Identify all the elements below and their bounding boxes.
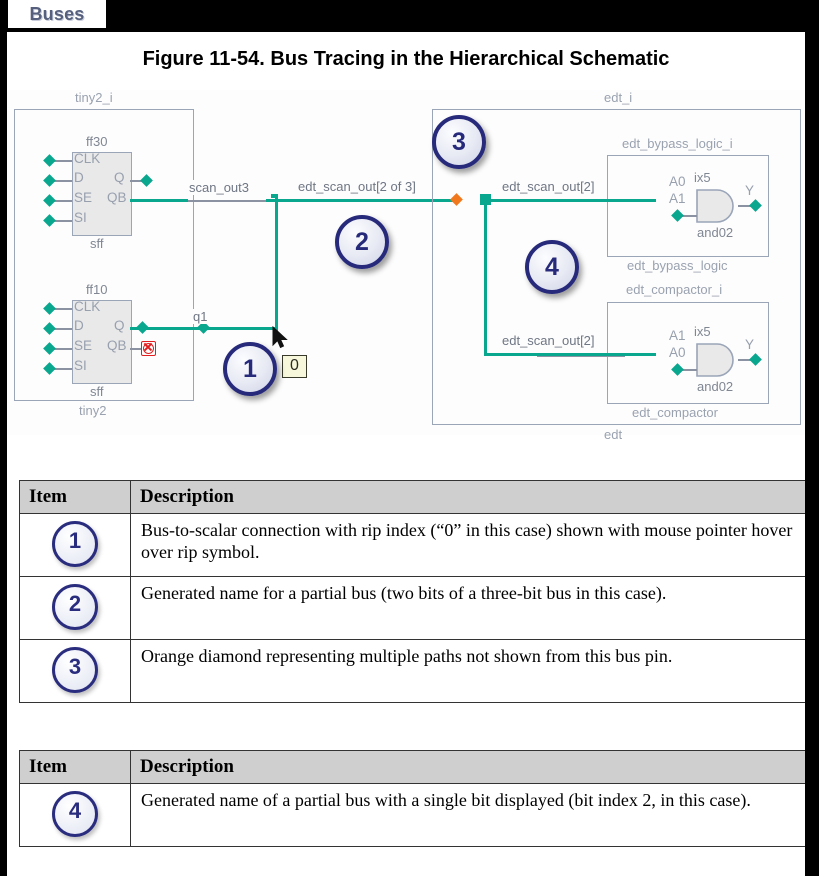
table1-row2-description: Generated name for a partial bus (two bits of a three-bit bus in this case). <box>131 577 806 640</box>
badge-1: 1 <box>52 521 98 567</box>
table-row <box>20 640 806 703</box>
pin-ff30-se: SE <box>74 190 93 205</box>
net-label-edt-scan-out-2-bottom: edt_scan_out[2] <box>502 333 595 348</box>
figure-title: Figure 11-54. Bus Tracing in the Hierarchical Schematic <box>142 48 670 70</box>
and-gate-bypass-icon[interactable] <box>695 188 739 224</box>
callout-2[interactable]: 2 <box>335 215 389 269</box>
pin-bypass-a1: A1 <box>669 191 686 206</box>
block-label-tiny2: tiny2 <box>79 403 107 418</box>
net-label-scan-out3: scan_out3 <box>189 180 249 195</box>
net-label-edt-scan-out-2-top: edt_scan_out[2] <box>502 179 595 194</box>
cell-label-ff10: ff10 <box>86 282 108 297</box>
table1-header-item: Item <box>20 481 131 514</box>
net-label-edt-scan-out-2of3: edt_scan_out[2 of 3] <box>298 179 416 194</box>
table-row <box>20 577 806 640</box>
top-tab-bar <box>0 0 819 32</box>
wire-ff10-qb <box>130 348 141 350</box>
pin-compactor-a1: A1 <box>669 328 686 343</box>
pin-ff10-q: Q <box>114 318 125 333</box>
table2-header-row <box>20 751 806 784</box>
document-page <box>7 32 805 876</box>
table1-row1-description: Bus-to-scalar connection with rip index (“0” in this case) shown with mouse pointer hover over rip symbol. <box>131 514 806 577</box>
table2-row1-item <box>20 784 131 847</box>
table1-header-row <box>20 481 806 514</box>
wire-scan-out3-seg1[interactable] <box>130 199 188 202</box>
wire-edt-branch-vertical[interactable] <box>484 200 487 355</box>
block-label-tiny2-i: tiny2_i <box>75 90 113 105</box>
pin-ff10-d: D <box>74 318 84 333</box>
pin-ff10-se: SE <box>74 338 93 353</box>
pin-ff30-clk: CLK <box>74 151 101 166</box>
tab-buses[interactable] <box>8 0 106 28</box>
pin-ff30-d: D <box>74 170 84 185</box>
item-description-table-2 <box>19 750 805 847</box>
wire-edt-scan-out-2-top[interactable] <box>484 199 656 202</box>
cell-type-ff10: sff <box>90 384 104 399</box>
pin-ff30-si: SI <box>74 210 87 225</box>
pin-ff10-clk: CLK <box>74 299 101 314</box>
wire-bus-trunk-vertical[interactable] <box>275 194 278 331</box>
cell-type-compactor-and02: and02 <box>697 379 734 394</box>
cell-type-bypass-and02: and02 <box>697 225 734 240</box>
callout-4[interactable]: 4 <box>525 240 579 294</box>
table1-row3-item <box>20 640 131 703</box>
cell-label-bypass-ix5: ix5 <box>694 170 711 185</box>
junction-bus-trunk-top <box>271 194 275 198</box>
pin-ff10-si: SI <box>74 358 87 373</box>
net-label-q1: q1 <box>193 309 208 324</box>
no-connect-icon <box>141 341 156 356</box>
wire-edt-scan-out-2-bottom[interactable] <box>484 353 656 356</box>
callout-3[interactable]: 3 <box>432 115 486 169</box>
table-row <box>20 784 806 847</box>
badge-3: 3 <box>52 647 98 693</box>
item-description-table-1 <box>19 480 805 703</box>
cell-label-ff30: ff30 <box>86 134 108 149</box>
pin-ff30-qb: QB <box>107 190 127 205</box>
block-label-edt-i: edt_i <box>604 90 633 105</box>
wire-edt-scan-out-2of3[interactable] <box>266 199 456 202</box>
cell-label-compactor-ix5: ix5 <box>694 324 711 339</box>
pin-compactor-a0: A0 <box>669 345 686 360</box>
schematic-canvas[interactable] <box>7 90 805 442</box>
block-label-edt: edt <box>604 427 623 442</box>
pin-ff30-q: Q <box>114 170 125 185</box>
badge-2: 2 <box>52 584 98 630</box>
mouse-pointer-icon <box>272 326 292 352</box>
table2-header-description: Description <box>131 751 806 784</box>
callout-1[interactable]: 1 <box>223 342 277 396</box>
block-label-edt-bypass-logic: edt_bypass_logic <box>627 258 728 273</box>
table2-row1-description: Generated name of a partial bus with a single bit displayed (bit index 2, in this case). <box>131 784 806 847</box>
cell-type-ff30: sff <box>90 236 104 251</box>
table-row <box>20 514 806 577</box>
pin-bypass-y: Y <box>745 183 755 198</box>
table2-header-item: Item <box>20 751 131 784</box>
block-label-edt-compactor-i: edt_compactor_i <box>626 282 723 297</box>
pin-ff10-qb: QB <box>107 338 127 353</box>
tab-buses-label: Buses <box>29 3 85 24</box>
table1-row2-item <box>20 577 131 640</box>
pin-bypass-a0: A0 <box>669 174 686 189</box>
table1-row1-item <box>20 514 131 577</box>
rip-index-tooltip: 0 <box>282 355 307 378</box>
pin-compactor-y: Y <box>745 337 755 352</box>
and-gate-compactor-icon[interactable] <box>695 342 739 378</box>
block-label-edt-compactor: edt_compactor <box>632 405 718 420</box>
table1-header-description: Description <box>131 481 806 514</box>
table1-row3-description: Orange diamond representing multiple paths not shown from this bus pin. <box>131 640 806 703</box>
badge-4: 4 <box>52 791 98 837</box>
block-label-edt-bypass-logic-i: edt_bypass_logic_i <box>622 136 733 151</box>
